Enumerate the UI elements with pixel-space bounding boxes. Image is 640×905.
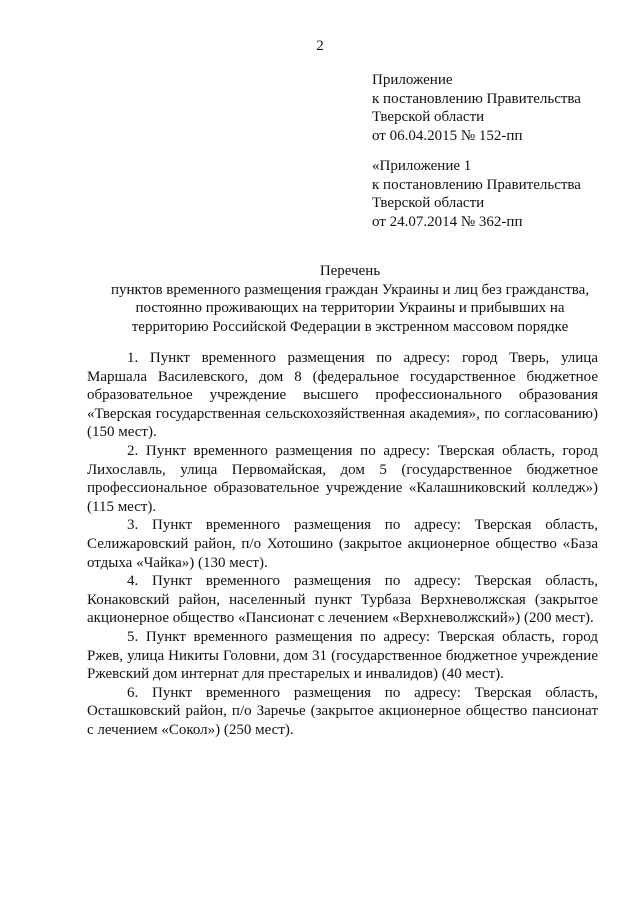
- appendix-original-line-4: от 24.07.2014 № 362-пп: [372, 213, 523, 230]
- appendix-original-block: [372, 157, 581, 231]
- list-item: 6. Пункт временного размещения по адресу: Тверская область, Осташковский район, п/о Заречье (закрытое акционерное общество пансионат с лечением «Сокол») (250 мест).: [87, 684, 598, 738]
- heading-line-3: территорию Российской Федерации в экстренном массовом порядке: [131, 318, 569, 335]
- list-item: 2. Пункт временного размещения по адресу: Тверская область, город Лихославль, улица Первомайская, дом 5 (государственное бюджетное профессиональное образовательное учреждение «Калашниковский колледж») (115 мест).: [87, 442, 598, 515]
- heading-title: Перечень: [319, 263, 381, 279]
- heading-line-2: постоянно проживающих на территории Украины и прибывших на: [135, 300, 565, 317]
- list-item: 5. Пункт временного размещения по адресу: Тверская область, город Ржев, улица Никиты Головни, дом 31 (государственное бюджетное учреждение Ржевский дом интернат для престарелых и инвалидов) (40 мест).: [87, 628, 598, 683]
- appendix-current-line-4: от 06.04.2015 № 152-пп: [372, 127, 523, 144]
- list-item: 3. Пункт временного размещения по адресу: Тверская область, Селижаровский район, п/о Хотошино (закрытое акционерное общество «База отдыха «Чайка») (130 мест).: [87, 517, 598, 571]
- page-number: 2: [316, 38, 324, 54]
- appendix-current-line-3: Тверской области: [372, 109, 485, 126]
- appendix-original-line-1: «Приложение 1: [372, 158, 472, 174]
- appendix-original-line-2: к постановлению Правительства: [372, 176, 581, 193]
- list-item: 4. Пункт временного размещения по адресу: Тверская область, Конаковский район, населенный пункт Турбаза Верхневолжская (закрытое акционерное общество «Пансионат с лечением «Верхневолжский») (200 мест).: [87, 573, 598, 627]
- placement-points-list: [87, 349, 598, 739]
- appendix-current-block: [372, 71, 581, 145]
- list-item: 1. Пункт временного размещения по адресу: город Тверь, улица Маршала Василевского, дом 8 (федеральное государственное бюджетное образовательное учреждение высшего профессионального образования «Тверская государственная сельскохозяйственная академия», по согласованию) (150 мест).: [87, 350, 598, 441]
- heading-line-1: пунктов временного размещения граждан Украины и лиц без гражданства,: [110, 281, 590, 298]
- document-heading: [70, 262, 630, 336]
- appendix-original-line-3: Тверской области: [372, 195, 485, 212]
- appendix-current-line-1: Приложение: [372, 72, 453, 88]
- appendix-current-line-2: к постановлению Правительства: [372, 90, 581, 107]
